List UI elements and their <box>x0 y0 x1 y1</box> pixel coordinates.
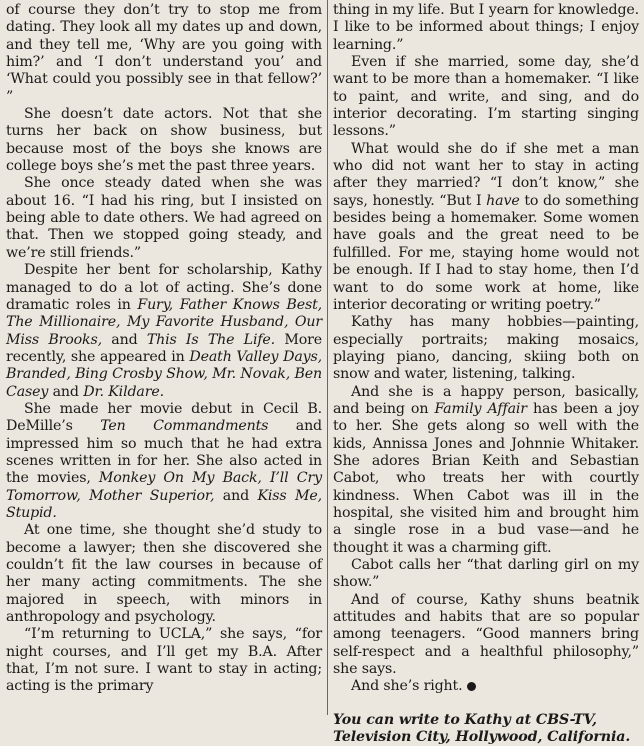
paragraph-married <box>333 141 639 314</box>
paragraph-acting-roles <box>6 262 322 401</box>
end-bullet-icon <box>467 682 476 691</box>
movie-titles: Monkey On My Back, I’ll Cry Tomorrow, Mother Superior, <box>6 470 322 504</box>
paragraph-steady: She once steady dated when she was about 16. “I had his ring, but I insisted on being able to date others. We had agreed on that. Then we stopped going steady, and we’re still friends.” <box>6 175 322 261</box>
text-span: and <box>101 331 147 348</box>
paragraph-hobbies: Kathy has many hobbies—painting, especially portraits; making mosaics, playing piano, dancing, skiing both on snow and water, listening, talking. <box>333 314 639 383</box>
show-title: Dr. Kildare. <box>83 383 164 400</box>
right-column <box>333 2 640 746</box>
paragraph-homemaker: Even if she married, some day, she’d want to be more than a homemaker. “I like to paint, and write, and sing, and do interior decorating. I’m starting singing lessons.” <box>333 54 639 140</box>
text-span: has been a joy to her. She gets along so well with the kids, Annissa Jones and Johnnie Whitaker. She adores Brian Keith and Sebastian Cabot, who treats her with courtly kindness. When Cabot was ill in the hospital, she visited him and brought him a single rose in a bud vase—and he thought it was a charming gift. <box>333 400 640 556</box>
show-titles: Fury, Father Knows Best, The Millionaire, My Favorite Husband, Our Miss Brooks, <box>6 296 322 348</box>
paragraph-manners: And of course, Kathy shuns beatnik attitudes and habits that are so popular among teenagers. “Good manners bring self-respect and a healthful philosophy,” she says. <box>333 591 639 678</box>
paragraph-actors: She doesn’t date actors. Not that she turns her back on show business, but because most of the boys she knows are college boys she’s met the past three years. <box>6 106 322 175</box>
text-span: She made her movie debut in Cecil B. DeMille’s <box>6 400 322 435</box>
emphasis: have <box>486 192 520 209</box>
paragraph-lawyer: At one time, she thought she’d study to become a lawyer; then she discovered she couldn’t fit the law courses in because of her many acting commitments. The she majored in speech, with minors in anthropology and psychology. <box>6 522 322 626</box>
paragraph-ucla: “I’m returning to UCLA,” she says, “for night courses, and I’ll get my B.A. After that, I’m not sure. I want to stay in acting; acting is the primary <box>6 626 322 695</box>
paragraph-family-affair <box>333 384 639 557</box>
show-title: This Is The Life. <box>146 331 276 348</box>
column-divider <box>327 0 328 715</box>
show-titles: Death Valley Days, Branded, Bing Crosby Show, Mr. Novak, Ben Casey <box>6 348 322 400</box>
text-span: to do something besides being a homemaker. Some women have goals and the great need to be fulfilled. For me, staying home would not be enough. If I had to stay home, then I’d want to do some work at home, like interior decorating or writing poetry.” <box>333 192 639 313</box>
paragraph-cabot: Cabot calls her “that darling girl on my show.” <box>333 557 639 591</box>
movie-title: Kiss Me, Stupid. <box>6 487 323 521</box>
paragraph-closing <box>333 678 639 695</box>
left-column <box>6 2 322 722</box>
text-span: and impressed him so much that he had extra scenes written in for her. She also acted in the movies, <box>6 418 322 487</box>
text-span: And she’s right. <box>351 678 463 695</box>
text-span: What would she do if she met a man who did not want her to stay in acting after they married? “I don’t know,” she says, honestly. “But I <box>333 140 639 209</box>
text-span: and <box>214 487 258 504</box>
text-span: Despite her bent for scholarship, Kathy managed to do a lot of acting. She’s done dramatic roles in <box>6 262 322 313</box>
text-span: More recently, she appeared in <box>6 331 322 365</box>
paragraph-dating: of course they don’t try to stop me from dating. They look all my dates up and down, and they tell me, ‘Why are you going with him?’ and ‘I don’t understand you’ and ‘What could you possibly see in that fellow?’ ” <box>6 2 322 105</box>
movie-title: Ten Commandments <box>100 418 269 435</box>
text-span: And she is a happy person, basically, and being on <box>333 383 639 417</box>
footer-address-note: You can write to Kathy at CBS-TV, Television City, Hollywood, California. <box>333 711 631 746</box>
text-span: and <box>48 383 84 400</box>
paragraph-knowledge: thing in my life. But I yearn for knowledge. I like to be informed about things; I enjoy learning.” <box>333 2 639 53</box>
paragraph-movie-debut <box>6 401 322 522</box>
show-title: Family Affair <box>434 400 527 417</box>
